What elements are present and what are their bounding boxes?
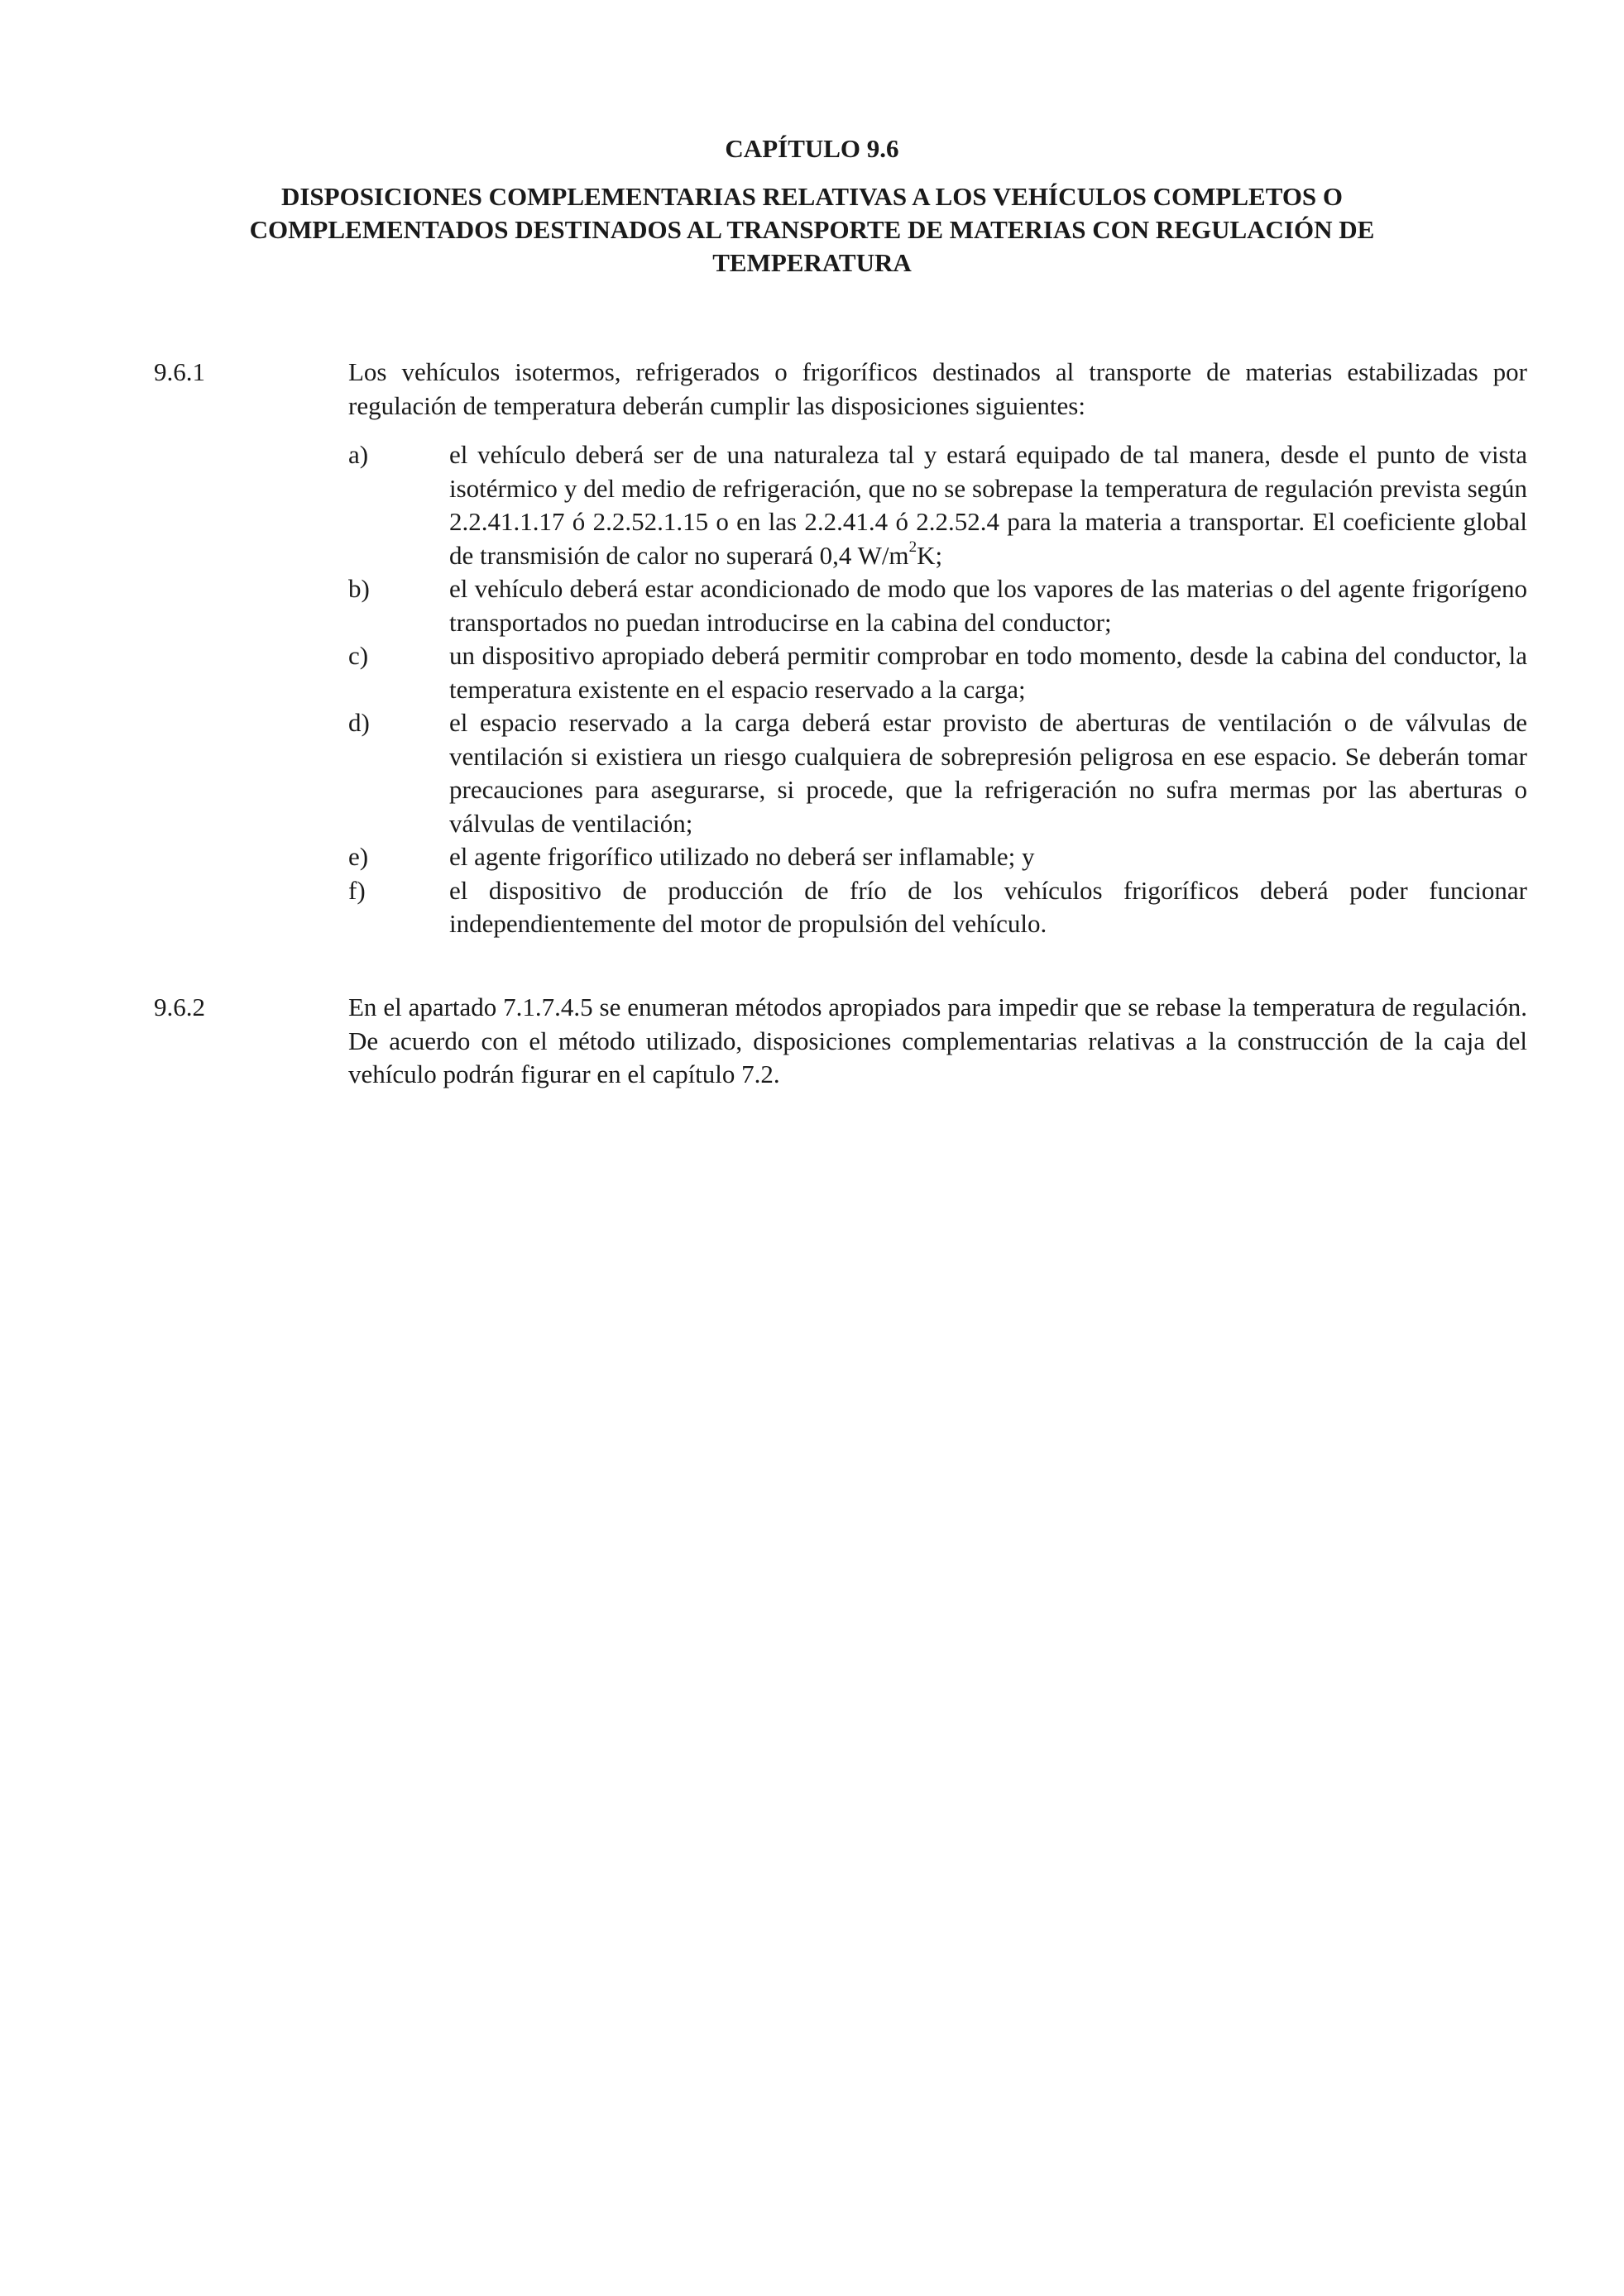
item-text: el vehículo deberá ser de una naturaleza tal y estará equipado de tal manera, desde el punto de vista isotérmico y del medio de refrigeración, que no se sobrepase la temperatura de regulación prevista según 2.2.41.1.17 ó 2.2.52.1.15 o en las 2.2.41.4 ó 2.2.52.4 para la materia a transportar. El coeficiente global de transmisión de calor no superará 0,4 $W/m^2K$; — [449, 440, 1527, 570]
heading-line-1: DISPOSICIONES COMPLEMENTARIAS RELATIVAS A LOS VEHÍCULOS COMPLETOS O — [280, 182, 1344, 211]
section-number: 9.6.2 — [154, 993, 205, 1021]
list-item — [348, 438, 1527, 572]
list-item — [348, 639, 1527, 706]
item-letter: a) — [348, 440, 369, 469]
heading-line-3: TEMPERATURA — [712, 248, 912, 277]
item-text: un dispositivo apropiado deberá permitir comprobar en todo momento, desde la cabina del conductor, la temperatura existente en el espacio reservado a la carga; — [449, 641, 1527, 704]
requirements-list — [348, 438, 1527, 941]
list-item — [348, 572, 1527, 639]
item-text: el dispositivo de producción de frío de los vehículos frigoríficos deberá poder funcionar independientemente del motor de propulsión del vehículo. — [449, 875, 1527, 938]
item-letter: f) — [348, 875, 366, 905]
section-number: 9.6.1 — [154, 357, 205, 386]
item-text: el agente frigorífico utilizado no deberá ser inflamable; y — [449, 842, 1035, 871]
heading-line-2: COMPLEMENTADOS DESTINADOS AL TRANSPORTE DE MATERIAS CON REGULACIÓN DE — [249, 215, 1375, 244]
item-text: el vehículo deberá estar acondicionado de modo que los vapores de las materias o del agente frigorígeno transportados no puedan introducirse en la cabina del conductor; — [449, 574, 1527, 637]
item-letter: b) — [348, 574, 370, 603]
item-text: el espacio reservado a la carga deberá estar provisto de aberturas de ventilación o de válvulas de ventilación si existiera un riesgo cualquiera de sobrepresión peligrosa en ese espacio. Se deberán tomar precauciones para asegurarse, si procede, que la refrigeración no sufra mermas por las aberturas o válvulas de ventilación; — [449, 708, 1527, 838]
item-letter: c) — [348, 641, 369, 670]
list-item — [348, 706, 1527, 840]
chapter-title: CAPÍTULO 9.6 — [725, 134, 899, 163]
section-text: En el apartado 7.1.7.4.5 se enumeran métodos apropiados para impedir que se rebase la temperatura de regulación. De acuerdo con el método utilizado, disposiciones complementarias relativas a la construcción de la caja del vehículo podrán figurar en el capítulo 7.2. — [348, 993, 1527, 1088]
list-item — [348, 840, 1527, 874]
item-letter: d) — [348, 708, 370, 737]
chapter-heading — [141, 180, 1483, 280]
section-intro: Los vehículos isotermos, refrigerados o frigoríficos destinados al transporte de materias estabilizadas por regulación de temperatura deberán cumplir las disposiciones siguientes: — [348, 357, 1527, 420]
list-item — [348, 874, 1527, 941]
superscript: 2 — [908, 538, 917, 557]
item-letter: e) — [348, 842, 369, 871]
